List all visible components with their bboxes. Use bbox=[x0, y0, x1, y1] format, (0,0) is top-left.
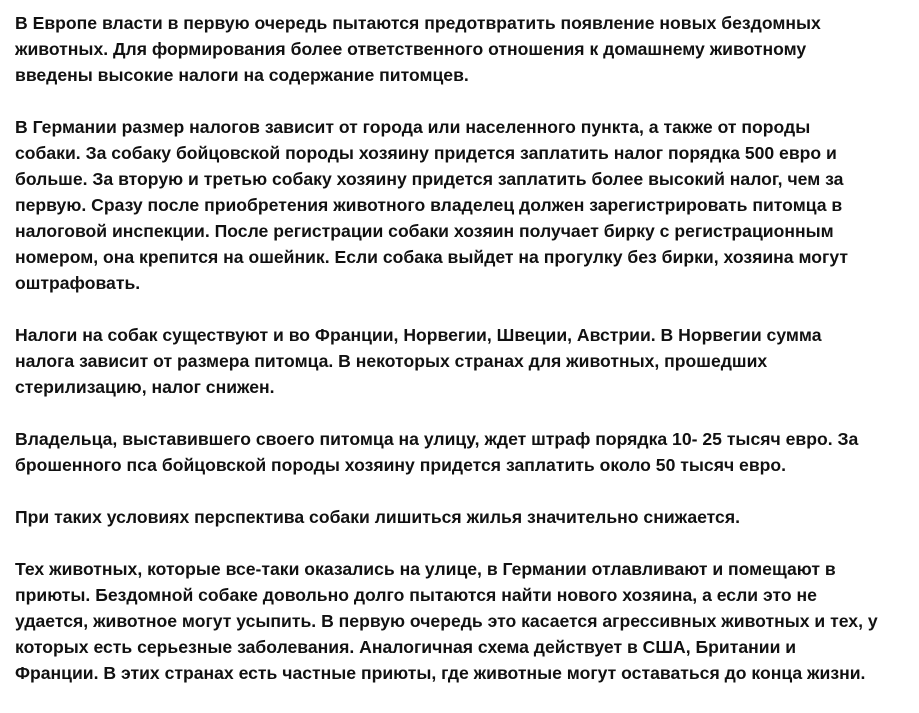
paragraph-6 bbox=[15, 556, 905, 686]
text-line: налоговой инспекции. После регистрации собаки хозяин получает бирку с регистрационным bbox=[15, 221, 834, 241]
paragraph-4 bbox=[15, 426, 905, 478]
text-line: В Европе власти в первую очередь пытаются предотвратить появление новых бездомных bbox=[15, 13, 821, 33]
text-line: приюты. Бездомной собаке довольно долго пытаются найти нового хозяина, а если это не bbox=[15, 585, 817, 605]
text-line: Тех животных, которые все-таки оказались на улице, в Германии отлавливают и помещают в bbox=[15, 559, 836, 579]
text-line: Налоги на собак существуют и во Франции, Норвегии, Швеции, Австрии. В Норвегии сумма bbox=[15, 325, 822, 345]
text-line: удается, животное могут усыпить. В первую очередь это касается агрессивных животных и тех, у bbox=[15, 611, 878, 631]
paragraph-5 bbox=[15, 504, 905, 530]
text-line: Владельца, выставившего своего питомца на улицу, ждет штраф порядка 10- 25 тысяч евро. За bbox=[15, 429, 859, 449]
text-line: больше. За вторую и третью собаку хозяину придется заплатить более высокий налог, чем за bbox=[15, 169, 844, 189]
text-line: В Германии размер налогов зависит от города или населенного пункта, а также от породы bbox=[15, 117, 811, 137]
text-line: стерилизацию, налог снижен. bbox=[15, 377, 275, 397]
text-line: номером, она крепится на ошейник. Если собака выйдет на прогулку без бирки, хозяина могут bbox=[15, 247, 848, 267]
text-line: налога зависит от размера питомца. В некоторых странах для животных, прошедших bbox=[15, 351, 768, 371]
text-line: которых есть серьезные заболевания. Аналогичная схема действует в США, Британии и bbox=[15, 637, 797, 657]
paragraph-2 bbox=[15, 114, 905, 296]
text-line: брошенного пса бойцовской породы хозяину придется заплатить около 50 тысяч евро. bbox=[15, 455, 787, 475]
text-line: введены высокие налоги на содержание питомцев. bbox=[15, 65, 469, 85]
text-line: Франции. В этих странах есть частные приюты, где животные могут оставаться до конца жизни. bbox=[15, 663, 866, 683]
text-line: первую. Сразу после приобретения животного владелец должен зарегистрировать питомца в bbox=[15, 195, 843, 215]
text-line: собаки. За собаку бойцовской породы хозяину придется заплатить налог порядка 500 евро и bbox=[15, 143, 837, 163]
paragraph-1 bbox=[15, 10, 905, 88]
text-line: оштрафовать. bbox=[15, 273, 141, 293]
text-line: При таких условиях перспектива собаки лишиться жилья значительно снижается. bbox=[15, 507, 740, 527]
paragraph-3 bbox=[15, 322, 905, 400]
text-line: животных. Для формирования более ответственного отношения к домашнему животному bbox=[15, 39, 807, 59]
